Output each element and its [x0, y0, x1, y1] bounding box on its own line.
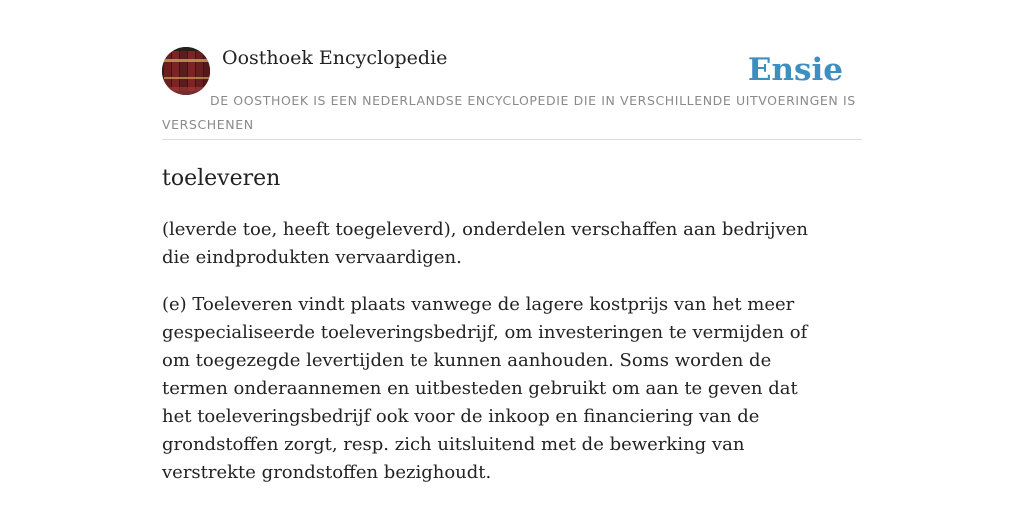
books-icon	[162, 47, 210, 95]
encyclopedia-books-avatar[interactable]	[162, 47, 210, 95]
entry-definition: (leverde toe, heeft toegeleverd), onderdelen verschaffen aan bedrijven die eindprodukten vervaardigen.	[162, 219, 808, 268]
site-name[interactable]: Oosthoek Encyclopedie	[222, 47, 448, 69]
site-tagline: DE OOSTHOEK IS EEN NEDERLANDSE ENCYCLOPEDIE DIE IN VERSCHILLENDE UITVOERINGEN IS VERSCHENEN	[162, 93, 856, 132]
entry-explanation: (e) Toeleveren vindt plaats vanwege de lagere kostprijs van het meer gespecialiseerde toeleveringsbedrijf, om investeringen te vermijden of om toegezegde levertijden te kunnen aanhouden. Soms worden de termen onderaannemen en uitbesteden gebruikt om aan te geven dat het toeleveringsbedrijf ook voor de inkoop en financiering van de grondstoffen zorgt, resp. zich uitsluitend met de bewerking van verstrekte grondstoffen bezighoudt.	[162, 294, 808, 483]
entry-headword: toeleveren	[162, 166, 281, 191]
ensie-logo[interactable]: Ensie	[747, 52, 843, 88]
header-divider	[162, 139, 862, 140]
